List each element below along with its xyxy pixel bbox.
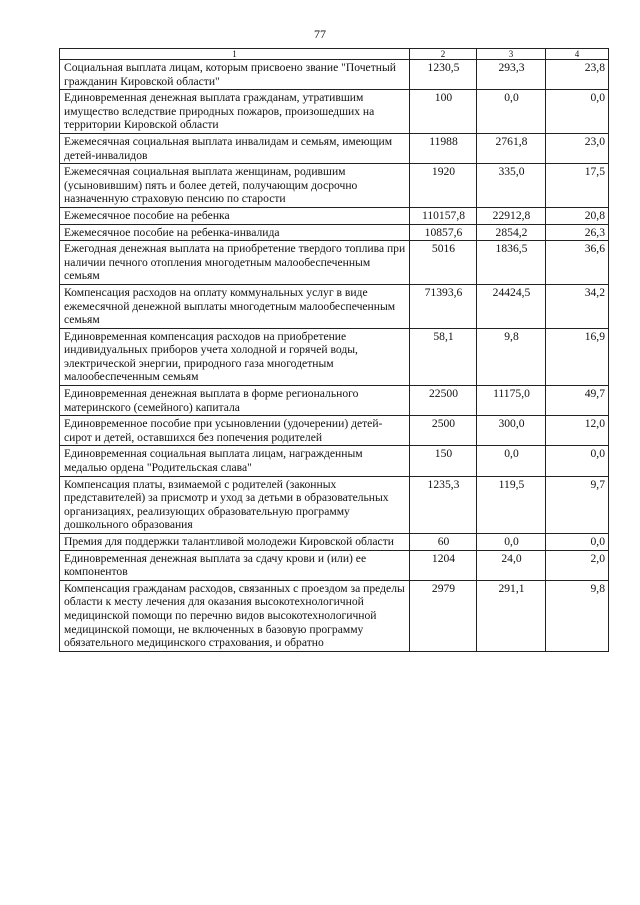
table-row — [60, 164, 609, 208]
header-col-3: 3 — [477, 49, 546, 60]
row-col3-cell: 0,0 — [477, 446, 546, 476]
table-row — [60, 386, 609, 416]
row-col2-cell: 1204 — [410, 550, 477, 580]
table-row — [60, 328, 609, 385]
row-col3-cell: 1836,5 — [477, 241, 546, 285]
row-name-cell: Ежемесячная социальная выплата инвалидам и семьям, имеющим детей-инвалидов — [60, 133, 410, 163]
row-name-cell: Единовременная денежная выплата за сдачу крови и (или) ее компонентов — [60, 550, 410, 580]
budget-table — [59, 48, 609, 652]
table-header-row — [60, 49, 609, 60]
table-row — [60, 60, 609, 90]
header-col-4: 4 — [546, 49, 609, 60]
row-name-cell: Ежемесячная социальная выплата женщинам, родившим (усыновившим) пять и более детей, получающим досрочно назначенную страховую пенсию по старости — [60, 164, 410, 208]
row-col2-cell: 150 — [410, 446, 477, 476]
row-col3-cell: 0,0 — [477, 90, 546, 134]
row-col4-cell: 17,5 — [546, 164, 609, 208]
row-col4-cell: 0,0 — [546, 446, 609, 476]
row-name-cell: Социальная выплата лицам, которым присвоено звание "Почетный гражданин Кировской области" — [60, 60, 410, 90]
row-col4-cell: 49,7 — [546, 386, 609, 416]
row-col2-cell: 10857,6 — [410, 224, 477, 241]
table-row — [60, 241, 609, 285]
row-col2-cell: 58,1 — [410, 328, 477, 385]
row-name-cell: Компенсация платы, взимаемой с родителей (законных представителей) за присмотр и уход за детьми в образовательных организациях, реализующих образовательную программу дошкольного образования — [60, 476, 410, 533]
table-row — [60, 476, 609, 533]
row-name-cell: Единовременная денежная выплата в форме регионального материнского (семейного) капитала — [60, 386, 410, 416]
row-col2-cell: 1235,3 — [410, 476, 477, 533]
row-col4-cell: 12,0 — [546, 416, 609, 446]
row-col4-cell: 16,9 — [546, 328, 609, 385]
row-col4-cell: 2,0 — [546, 550, 609, 580]
row-col3-cell: 24,0 — [477, 550, 546, 580]
table-row — [60, 133, 609, 163]
row-name-cell: Компенсация гражданам расходов, связанных с проездом за пределы области к месту лечения для оказания высокотехнологичной медицинской помощи по перечню видов высокотехнологичной медицинской помощи, не включенных в базовую программу обязательного медицинского страхования, и обратно — [60, 580, 410, 651]
header-col-1: 1 — [60, 49, 410, 60]
row-col2-cell: 71393,6 — [410, 284, 477, 328]
row-name-cell: Ежемесячное пособие на ребенка — [60, 207, 410, 224]
table-row — [60, 90, 609, 134]
row-col2-cell: 11988 — [410, 133, 477, 163]
row-name-cell: Компенсация расходов на оплату коммунальных услуг в виде ежемесячной денежной выплаты многодетным малообеспеченным семьям — [60, 284, 410, 328]
row-col3-cell: 22912,8 — [477, 207, 546, 224]
row-col3-cell: 300,0 — [477, 416, 546, 446]
table-row — [60, 416, 609, 446]
header-col-2: 2 — [410, 49, 477, 60]
row-col3-cell: 0,0 — [477, 534, 546, 551]
row-col4-cell: 23,0 — [546, 133, 609, 163]
row-name-cell: Ежемесячное пособие на ребенка-инвалида — [60, 224, 410, 241]
table-row — [60, 446, 609, 476]
row-col3-cell: 2761,8 — [477, 133, 546, 163]
row-col2-cell: 2979 — [410, 580, 477, 651]
row-col4-cell: 36,6 — [546, 241, 609, 285]
row-col3-cell: 9,8 — [477, 328, 546, 385]
row-col3-cell: 24424,5 — [477, 284, 546, 328]
table-row — [60, 284, 609, 328]
table-row — [60, 534, 609, 551]
row-name-cell: Единовременная денежная выплата гражданам, утратившим имущество вследствие природных пожаров, произошедших на территории Кировской области — [60, 90, 410, 134]
page-number: 77 — [314, 27, 326, 41]
row-col4-cell: 0,0 — [546, 90, 609, 134]
row-col4-cell: 26,3 — [546, 224, 609, 241]
row-col2-cell: 1920 — [410, 164, 477, 208]
row-name-cell: Премия для поддержки талантливой молодежи Кировской области — [60, 534, 410, 551]
row-col2-cell: 2500 — [410, 416, 477, 446]
row-col4-cell: 34,2 — [546, 284, 609, 328]
table-row — [60, 550, 609, 580]
row-col2-cell: 22500 — [410, 386, 477, 416]
row-col2-cell: 60 — [410, 534, 477, 551]
row-col3-cell: 2854,2 — [477, 224, 546, 241]
row-name-cell: Ежегодная денежная выплата на приобретение твердого топлива при наличии печного отопления многодетным малообеспеченным семьям — [60, 241, 410, 285]
row-col2-cell: 1230,5 — [410, 60, 477, 90]
row-col4-cell: 9,7 — [546, 476, 609, 533]
row-col3-cell: 291,1 — [477, 580, 546, 651]
table-row — [60, 224, 609, 241]
table-row — [60, 207, 609, 224]
row-col3-cell: 293,3 — [477, 60, 546, 90]
row-col4-cell: 9,8 — [546, 580, 609, 651]
row-col3-cell: 119,5 — [477, 476, 546, 533]
table-row — [60, 580, 609, 651]
table-body — [60, 60, 609, 652]
row-col3-cell: 335,0 — [477, 164, 546, 208]
row-col3-cell: 11175,0 — [477, 386, 546, 416]
row-name-cell: Единовременная компенсация расходов на приобретение индивидуальных приборов учета холодной и горячей воды, электрической энергии, природного газа многодетным малообеспеченным семьям — [60, 328, 410, 385]
row-col4-cell: 20,8 — [546, 207, 609, 224]
row-col4-cell: 23,8 — [546, 60, 609, 90]
row-col2-cell: 100 — [410, 90, 477, 134]
row-name-cell: Единовременная социальная выплата лицам, награжденным медалью ордена "Родительская слава" — [60, 446, 410, 476]
row-col2-cell: 5016 — [410, 241, 477, 285]
row-col4-cell: 0,0 — [546, 534, 609, 551]
row-name-cell: Единовременное пособие при усыновлении (удочерении) детей-сирот и детей, оставшихся без попечения родителей — [60, 416, 410, 446]
row-col2-cell: 110157,8 — [410, 207, 477, 224]
